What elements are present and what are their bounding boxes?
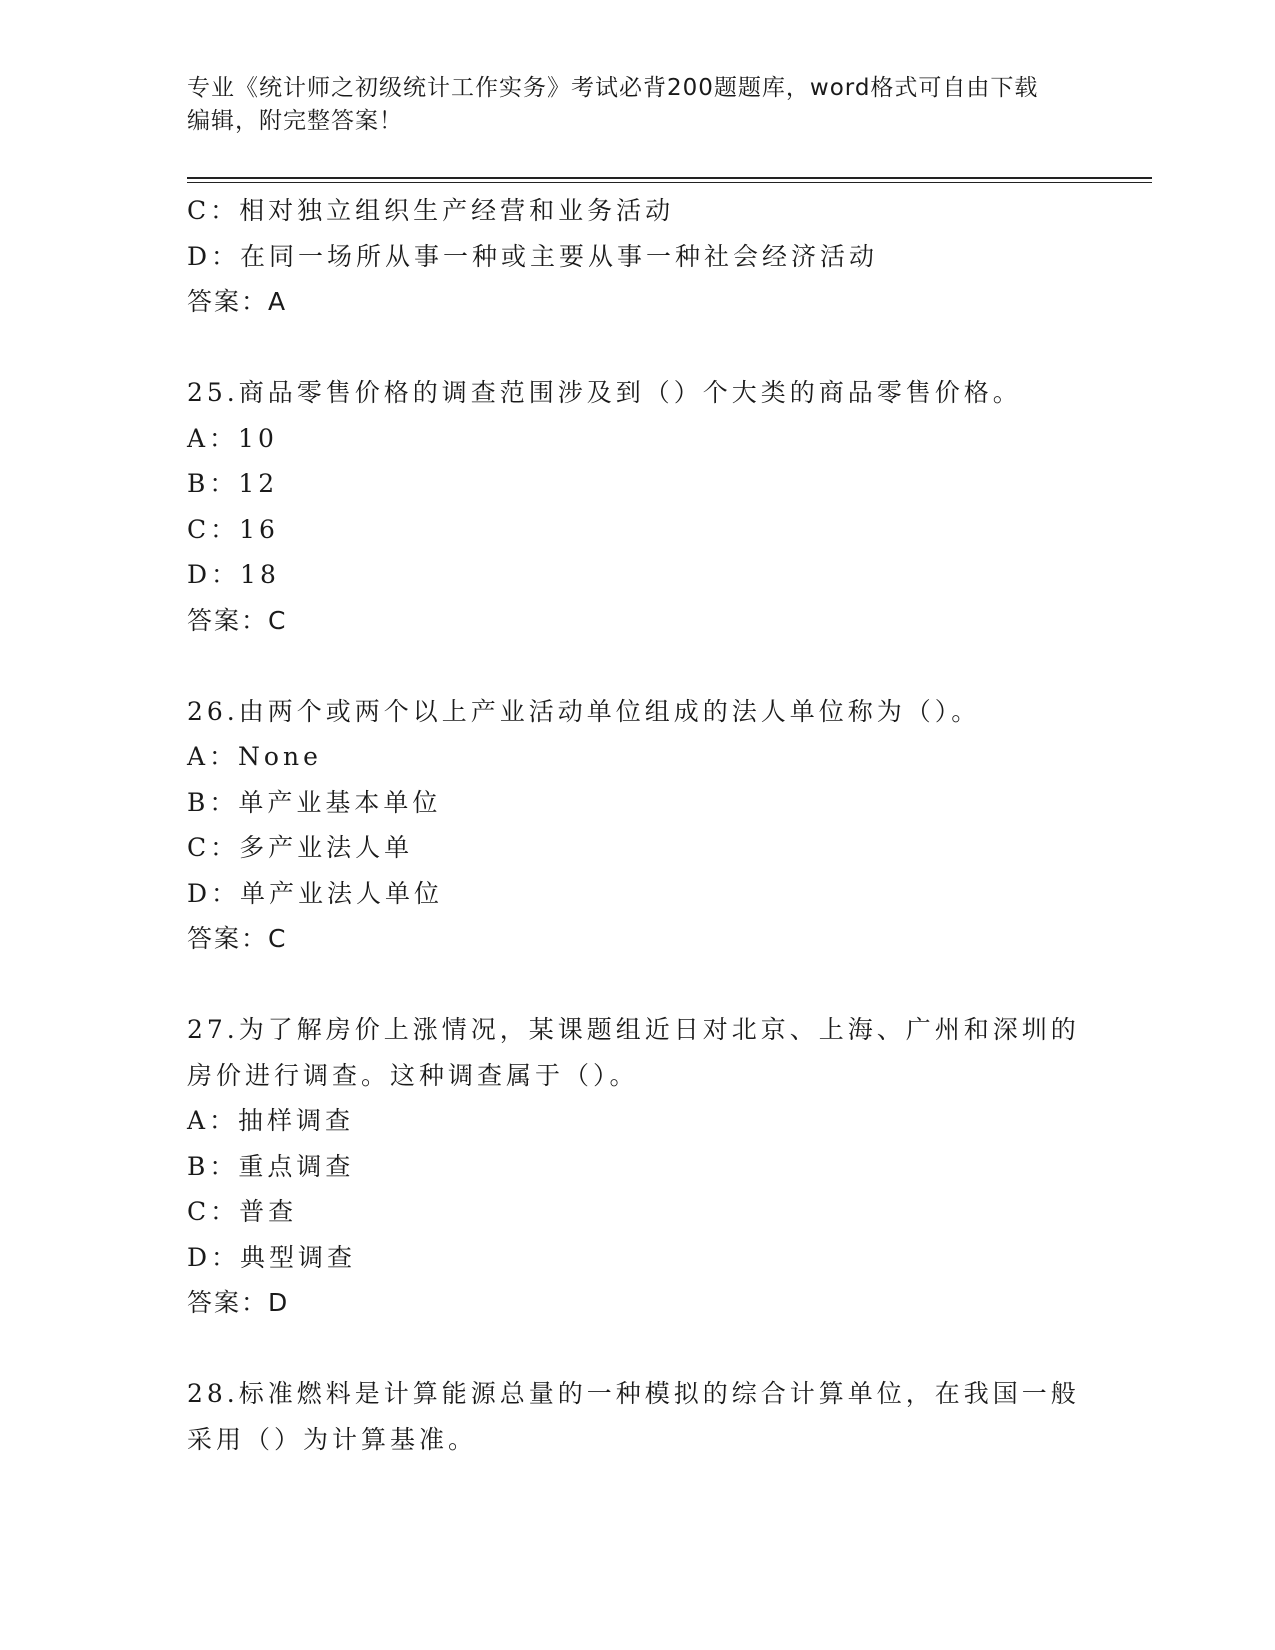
answer-line: 答案：A [187,287,288,316]
header-line-1: 专业《统计师之初级统计工作实务》考试必背200题题库，word格式可自由下载 [187,75,1039,101]
question-26-text: 26.由两个或两个以上产业活动单位组成的法人单位称为（）。 [187,696,981,726]
option-c: C：相对独立组织生产经营和业务活动 [187,196,675,225]
question-27-option-b: B：重点调查 [187,1151,355,1181]
question-25-text: 25.商品零售价格的调查范围涉及到（）个大类的商品零售价格。 [187,378,1022,407]
option-d: D：在同一场所从事一种或主要从事一种社会经济活动 [187,241,879,271]
question-28-text-line-2: 采用（）为计算基准。 [187,1424,478,1454]
question-25-answer: 答案：C [187,605,288,635]
question-25-option-b: B：12 [187,469,279,498]
question-26-answer: 答案：C [187,924,288,953]
question-26-option-c: C：多产业法人单 [187,833,414,862]
question-28-text-line-1: 28.标准燃料是计算能源总量的一种模拟的综合计算单位，在我国一般 [187,1379,1080,1408]
header-line-2: 编辑，附完整答案！ [187,108,403,134]
question-27-text-line-1: 27.为了解房价上涨情况，某课题组近日对北京、上海、广州和深圳的 [187,1015,1080,1044]
question-26-option-a: A：None [187,742,322,771]
header-divider-thin [187,182,1152,183]
question-26-option-d: D：单产业法人单位 [187,878,444,908]
question-27-text-line-2: 房价进行调查。这种调查属于（）。 [187,1060,639,1090]
header-divider [187,177,1152,179]
question-25-option-d: D：18 [187,560,280,589]
question-27-option-c: C：普查 [187,1197,298,1226]
spacer [187,1326,1087,1372]
question-list [187,188,1087,1462]
question-27-option-a: A：抽样调查 [187,1106,355,1135]
question-25-option-c: C：16 [187,514,279,544]
question-25-option-a: A：10 [187,423,278,453]
question-27-answer: 答案：D [187,1288,290,1317]
spacer [187,962,1087,1008]
spacer [187,325,1087,371]
spacer [187,643,1087,689]
question-27-option-d: D：典型调查 [187,1242,357,1272]
document-header [187,72,1087,138]
question-26-option-b: B：单产业基本单位 [187,787,442,817]
